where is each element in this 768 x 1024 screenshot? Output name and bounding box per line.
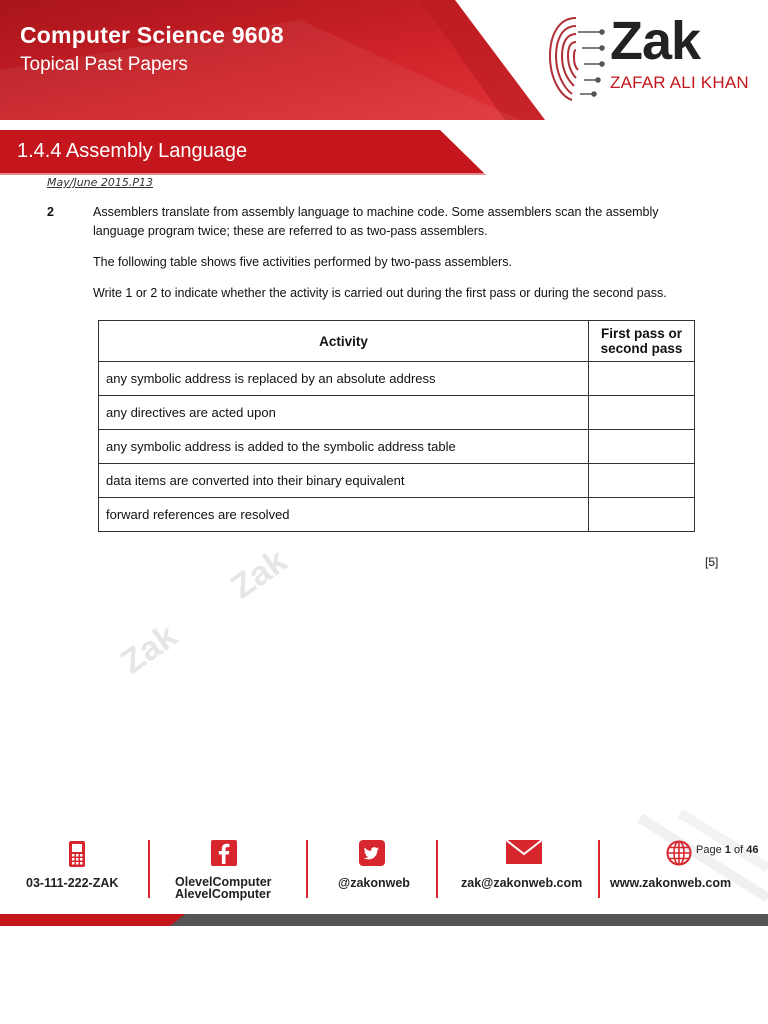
table-row xyxy=(99,396,695,430)
footer-website[interactable]: www.zakonweb.com xyxy=(610,876,732,890)
document-title: Computer Science 9608 xyxy=(20,22,284,48)
footer-background xyxy=(0,808,768,928)
question-intro: Assemblers translate from assembly language to machine code. Some assemblers scan the assembly language program twice; these are referred to as two-pass assemblers. xyxy=(93,205,659,238)
answer-cell[interactable] xyxy=(589,498,695,532)
activity-cell: forward references are resolved xyxy=(99,498,589,532)
email-icon[interactable] xyxy=(506,840,542,864)
page-label: Page xyxy=(696,844,722,856)
phone-icon xyxy=(68,840,86,868)
table-header-row xyxy=(99,321,695,362)
answer-cell[interactable] xyxy=(589,430,695,464)
fingerprint-logo-icon xyxy=(546,12,606,104)
footer-email[interactable]: zak@zakonweb.com xyxy=(461,876,583,890)
marks-label: [5] xyxy=(705,555,719,569)
facebook-icon[interactable] xyxy=(211,840,237,866)
column-header-activity: Activity xyxy=(99,321,589,362)
page-total: 46 xyxy=(746,844,759,856)
footer-twitter[interactable]: @zakonweb xyxy=(338,876,410,890)
logo-wordmark: Zak xyxy=(610,11,701,71)
page-of: of xyxy=(733,844,744,856)
question-text: The following table shows five activities performed by two-pass assemblers. xyxy=(93,255,512,269)
page-number xyxy=(696,844,758,856)
globe-icon[interactable] xyxy=(666,840,692,866)
table-row xyxy=(99,464,695,498)
answer-cell[interactable] xyxy=(589,362,695,396)
facebook-page-alevel[interactable]: AlevelComputer xyxy=(175,887,271,901)
watermark: Zak xyxy=(224,541,294,607)
footer-divider xyxy=(148,840,150,898)
table-row xyxy=(99,498,695,532)
table-row xyxy=(99,362,695,396)
answer-cell[interactable] xyxy=(589,464,695,498)
answer-cell[interactable] xyxy=(589,396,695,430)
table-row xyxy=(99,430,695,464)
activity-cell: any symbolic address is added to the symbolic address table xyxy=(99,430,589,464)
exam-source: May/June 2015.P13 xyxy=(47,176,154,189)
question-instruction: Write 1 or 2 to indicate whether the activity is carried out during the first pass or during the second pass. xyxy=(93,286,667,300)
activity-cell: any directives are acted upon xyxy=(99,396,589,430)
section-title: 1.4.4 Assembly Language xyxy=(17,140,248,162)
column-header-pass xyxy=(589,321,695,362)
question-number: 2 xyxy=(47,205,54,219)
document-subtitle: Topical Past Papers xyxy=(20,54,188,75)
column-header-pass-line1: First pass or xyxy=(600,326,683,341)
activity-cell: data items are converted into their binary equivalent xyxy=(99,464,589,498)
column-header-pass-line2: second pass xyxy=(600,341,683,356)
footer-facebook[interactable] xyxy=(175,876,272,900)
page-current: 1 xyxy=(724,844,731,856)
logo-tagline: ZAFAR ALI KHAN xyxy=(610,73,749,92)
page-header xyxy=(0,0,768,120)
activity-table xyxy=(98,320,695,532)
twitter-icon[interactable] xyxy=(359,840,385,866)
activity-cell: any symbolic address is replaced by an absolute address xyxy=(99,362,589,396)
footer-divider xyxy=(436,840,438,898)
facebook-page-olevel[interactable]: OlevelComputer xyxy=(175,875,272,889)
footer-divider xyxy=(598,840,600,898)
watermark: Zak xyxy=(114,616,184,682)
footer-divider xyxy=(306,840,308,898)
footer-phone[interactable]: 03-111-222-ZAK xyxy=(26,876,119,890)
